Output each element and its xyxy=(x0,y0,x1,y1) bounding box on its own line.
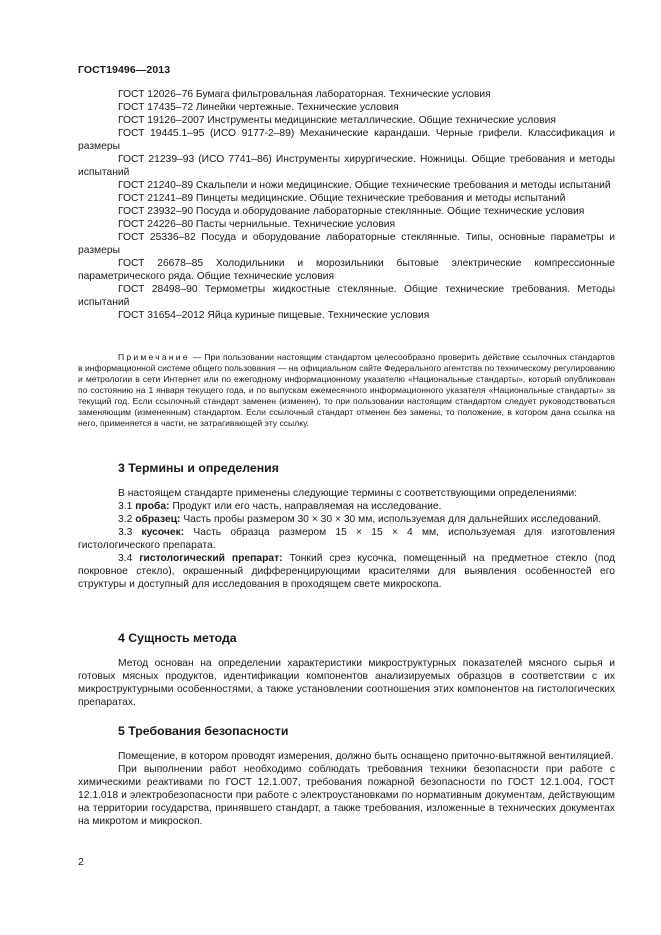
note-block xyxy=(78,352,615,429)
note-label: Примечание xyxy=(118,352,190,362)
reference-item: ГОСТ 31654–2012 Яйца куриные пищевые. Технические условия xyxy=(118,310,430,321)
term-name: проба: xyxy=(135,501,170,512)
reference-item: ГОСТ 24226–80 Пасты чернильные. Технические условия xyxy=(118,219,396,230)
note-text: — При пользовании настоящим стандартом целесообразно проверить действие ссылочных стандартов в информационной системе общего пользования — на официальном сайте Федерального агентства по техническому регулированию и метрологии в сети Интернет или по ежегодному информационному указателю «Национальные стандарты», который опубликован по состоянию на 1 января текущего года, и по выпускам ежемесячного информационного указателя «Национальные стандарты» за текущий год. Если ссылочный стандарт заменен (изменен), то при пользовании настоящим стандартом следует руководствоваться заменяющим (измененным) стандартом. Если ссылочный стандарт отменен без замены, то положение, в котором дана ссылка на него, применяется в части, не затрагивающей эту ссылку. xyxy=(78,352,615,428)
section-5 xyxy=(78,724,615,828)
reference-item: ГОСТ 12026–76 Бумага фильтровальная лабораторная. Технические условия xyxy=(118,89,491,100)
term-definition xyxy=(78,552,615,591)
term-name: кусочек: xyxy=(141,527,185,538)
note-paragraph xyxy=(78,352,615,429)
reference-item: ГОСТ 17435–72 Линейки чертежные. Технические условия xyxy=(118,102,399,113)
reference-item: ГОСТ 23932–90 Посуда и оборудование лабораторные стеклянные. Общие технические условия xyxy=(118,206,585,217)
reference-item: ГОСТ 21241–89 Пинцеты медицинские. Общие технические требования и методы испытаний xyxy=(118,193,566,204)
term-number: 3.3 xyxy=(118,527,142,538)
term-definition xyxy=(78,513,615,526)
section-4-title: 4 Сущность метода xyxy=(118,631,237,645)
reference-item: ГОСТ 28498–90 Термометры жидкостные стеклянные. Общие технические требования. Методы испытаний xyxy=(78,284,615,308)
section-5-paragraph: Помещение, в котором проводят измерения, должно быть оснащено приточно-вытяжной вентиляцией. xyxy=(118,751,614,762)
reference-item: ГОСТ 19126–2007 Инструменты медицинские металлические. Общие технические условия xyxy=(118,115,556,126)
term-text: Продукт или его часть, направляемая на исследование. xyxy=(169,501,442,512)
reference-list xyxy=(78,88,615,322)
term-number: 3.2 xyxy=(118,514,136,525)
section-4-text: Метод основан на определении характеристики микроструктурных показателей мясного сырья и готовых мясных продуктов, идентификации компонентов анализируемых образцов в соответствии с их микроструктурными особенностями, а также установлении соотношения этих компонентов на гистологических препаратах. xyxy=(78,658,615,708)
reference-item: ГОСТ 25336–82 Посуда и оборудование лабораторные стеклянные. Типы, основные параметры и размеры xyxy=(78,232,615,256)
term-number: 3.4 xyxy=(118,553,140,564)
term-name: гистологический препарат: xyxy=(139,553,283,564)
reference-item: ГОСТ 26678–85 Холодильники и морозильники бытовые электрические компрессионные параметрического ряда. Общие технические условия xyxy=(78,258,615,282)
reference-item: ГОСТ 21240–89 Скальпели и ножи медицинские. Общие технические требования и методы испытаний xyxy=(118,180,611,191)
page-number: 2 xyxy=(78,856,84,868)
term-definition xyxy=(78,526,615,552)
term-name: образец: xyxy=(135,514,181,525)
term-text: Часть образца размером 15 × 15 × 4 мм, используемая для изготовления гистологического препарата. xyxy=(78,527,615,551)
section-5-title: 5 Требования безопасности xyxy=(118,724,289,738)
section-4 xyxy=(78,631,615,709)
section-3 xyxy=(78,461,615,591)
term-text: Тонкий срез кусочка, помещенный на предметное стекло (под покровное стекло), окрашенный дифференцирующими красителями для выявления особенностей его структуры и доступный для исследования в проходящем свете микроскопа. xyxy=(78,553,615,590)
document-code-header: ГОСТ19496—2013 xyxy=(78,64,171,76)
reference-item: ГОСТ 19445.1–95 (ИСО 9177-2–89) Механические карандаши. Черные грифели. Классификация и размеры xyxy=(78,128,615,152)
term-definition xyxy=(78,500,615,513)
section-3-title: 3 Термины и определения xyxy=(118,461,279,475)
reference-item: ГОСТ 21239–93 (ИСО 7741–86) Инструменты хирургические. Ножницы. Общие требования и методы испытаний xyxy=(78,154,615,178)
section-5-paragraph: При выполнении работ необходимо соблюдать требования техники безопасности при работе с химическими реактивами по ГОСТ 12.1.007, требования пожарной безопасности по ГОСТ 12.1.004, ГОСТ 12.1.018 и электробезопасности при работе с электроустановками по нормативным документам, действующим на территории государства, принявшего стандарт, а также требования, изложенные в технических документах на микротом и микроскоп. xyxy=(78,764,615,827)
section-3-intro: В настоящем стандарте применены следующие термины с соответствующими определениями: xyxy=(118,488,578,499)
term-text: Часть пробы размером 30 × 30 × 30 мм, используемая для дальнейших исследований. xyxy=(180,514,602,525)
term-number: 3.1 xyxy=(118,501,136,512)
